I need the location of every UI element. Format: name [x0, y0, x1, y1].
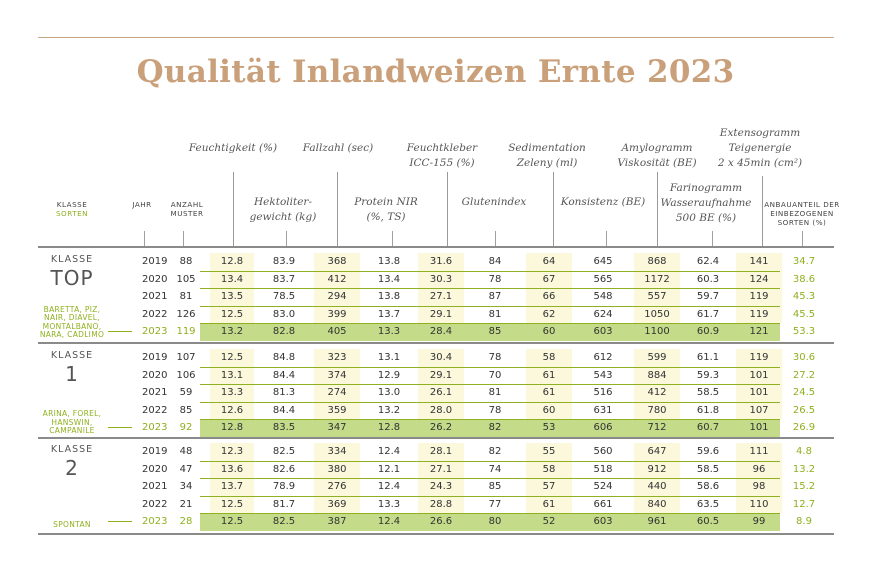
amylogramm-header-line: Amylogramm	[621, 142, 693, 154]
farinogramm-header-line: Wasseraufnahme	[660, 197, 752, 209]
value-cell: 645	[593, 256, 613, 267]
feuchtigkeit-header	[188, 141, 278, 156]
fallzahl-header-line: Fallzahl (sec)	[302, 142, 374, 154]
value-cell: 81.7	[272, 498, 296, 510]
value-cell: 61.1	[696, 352, 720, 363]
value-cell: 516	[593, 387, 613, 398]
klasse-label: KLASSE	[50, 350, 94, 361]
value-cell: 13.3	[220, 387, 244, 398]
header-divider	[762, 176, 763, 246]
year-cell: 2019	[142, 352, 168, 363]
feuchtigkeit-header-line: Feuchtigkeit (%)	[188, 142, 278, 154]
value-cell: 34.7	[792, 256, 816, 267]
value-cell: 124	[749, 273, 769, 285]
value-cell: 28.8	[429, 498, 453, 510]
value-cell: 31.6	[429, 256, 453, 267]
year-cell: 2021	[142, 481, 168, 492]
value-cell: 26.6	[429, 516, 453, 527]
count-cell: 119	[176, 326, 196, 337]
value-cell: 548	[593, 291, 613, 302]
extensogramm-header-line: Extensogramm	[719, 127, 801, 139]
header-divider	[447, 172, 448, 246]
group-separator	[38, 246, 834, 248]
value-cell: 12.5	[220, 516, 244, 527]
value-cell: 61	[542, 369, 556, 381]
value-cell: 560	[593, 446, 613, 457]
value-cell: 87	[488, 291, 502, 302]
value-cell: 119	[749, 352, 769, 363]
value-cell: 52	[542, 516, 556, 527]
value-cell: 334	[327, 446, 347, 457]
count-cell: 47	[179, 463, 193, 475]
jahr-header: JAHR	[132, 200, 152, 209]
value-cell: 66	[542, 291, 556, 302]
value-cell: 13.2	[220, 326, 244, 337]
value-cell: 59.7	[696, 291, 720, 302]
sorte-name: NAIR, DIAVEL,	[44, 313, 100, 322]
value-cell: 323	[327, 352, 347, 363]
farinogramm-header-line: 500 BE (%)	[675, 212, 737, 224]
value-cell: 53	[542, 422, 556, 433]
value-cell: 83.7	[272, 273, 296, 285]
value-cell: 26.9	[792, 422, 816, 433]
protein-header-line: (%, TS)	[366, 211, 406, 223]
year-cell: 2022	[142, 498, 168, 510]
value-cell: 661	[593, 498, 613, 510]
value-cell: 24.5	[792, 387, 816, 398]
value-cell: 29.1	[429, 369, 453, 381]
glutenindex-header	[452, 195, 536, 210]
value-cell: 82.5	[272, 446, 296, 457]
value-cell: 58.5	[696, 387, 720, 398]
count-cell: 88	[179, 256, 193, 267]
value-cell: 412	[327, 273, 347, 285]
value-cell: 96	[752, 463, 766, 475]
value-cell: 83.0	[272, 308, 296, 320]
hektoliter-header-line: Hektoliter-	[254, 196, 312, 208]
value-cell: 119	[749, 291, 769, 302]
value-cell: 77	[488, 498, 502, 510]
hektoliter-header	[238, 195, 328, 225]
value-cell: 45.5	[792, 308, 816, 320]
value-cell: 15.2	[792, 481, 816, 492]
value-cell: 62.4	[696, 256, 720, 267]
value-cell: 12.5	[220, 498, 244, 510]
value-cell: 387	[327, 516, 347, 527]
anzahl-header-line: ANZAHL	[170, 200, 204, 209]
header-divider	[337, 172, 338, 246]
value-cell: 13.6	[220, 463, 244, 475]
value-cell: 13.8	[377, 291, 401, 302]
year-cell: 2021	[142, 291, 168, 302]
value-cell: 13.4	[220, 273, 244, 285]
value-cell: 12.5	[220, 352, 244, 363]
sorten-list	[36, 306, 108, 340]
sorte-name: HANSWIN,	[51, 417, 93, 427]
value-cell: 78.5	[272, 291, 296, 302]
klasse-name: TOP	[50, 266, 94, 290]
count-cell: 21	[179, 498, 193, 510]
value-cell: 119	[749, 308, 769, 320]
value-cell: 399	[327, 308, 347, 320]
value-cell: 912	[647, 463, 667, 475]
value-cell: 30.3	[429, 273, 453, 285]
value-cell: 27.1	[429, 291, 453, 302]
value-cell: 26.1	[429, 387, 453, 398]
value-cell: 57	[542, 481, 556, 492]
year-cell: 2020	[142, 273, 168, 285]
value-cell: 26.2	[429, 422, 453, 433]
value-cell: 55	[542, 446, 556, 457]
group-separator	[38, 437, 834, 439]
value-cell: 85	[488, 326, 502, 337]
value-cell: 74	[488, 463, 502, 475]
sorte-name: ARINA, FOREL,	[42, 409, 102, 418]
value-cell: 78.9	[272, 481, 296, 492]
value-cell: 13.0	[377, 387, 401, 398]
sedimentation-header	[502, 141, 592, 171]
value-cell: 13.1	[220, 369, 244, 381]
year-cell: 2019	[142, 446, 168, 457]
klasse-label: KLASSE	[50, 254, 94, 265]
count-cell: 107	[176, 352, 196, 363]
value-cell: 60	[542, 326, 556, 337]
value-cell: 12.5	[220, 308, 244, 320]
count-cell: 85	[179, 404, 193, 416]
value-cell: 12.6	[220, 404, 244, 416]
value-cell: 12.8	[220, 256, 244, 267]
year-cell: 2022	[142, 308, 168, 320]
count-cell: 34	[179, 481, 193, 492]
value-cell: 84.4	[272, 404, 296, 416]
value-cell: 70	[488, 369, 502, 381]
value-cell: 518	[593, 463, 613, 475]
value-cell: 13.7	[220, 481, 244, 492]
value-cell: 61	[542, 498, 556, 510]
value-cell: 24.3	[429, 481, 453, 492]
value-cell: 78	[488, 273, 502, 285]
value-cell: 98	[752, 481, 766, 492]
value-cell: 80	[488, 516, 502, 527]
value-cell: 612	[593, 352, 613, 363]
value-cell: 8.9	[796, 516, 812, 527]
value-cell: 294	[327, 291, 347, 302]
value-cell: 38.6	[792, 273, 816, 285]
sorte-name: SPONTAN	[53, 520, 91, 529]
klasse-name: 2	[65, 456, 79, 480]
protein-header-line: Protein NIR	[354, 196, 418, 208]
value-cell: 30.6	[792, 352, 816, 363]
value-cell: 30.4	[429, 352, 453, 363]
value-cell: 58	[542, 463, 556, 475]
value-cell: 359	[327, 404, 347, 416]
value-cell: 13.2	[792, 463, 816, 475]
value-cell: 101	[749, 369, 769, 381]
value-cell: 13.1	[377, 352, 401, 363]
anbauanteil-header	[762, 200, 842, 227]
value-cell: 27.1	[429, 463, 453, 475]
value-cell: 368	[327, 256, 347, 267]
sedimentation-header-line: Sedimentation	[508, 142, 586, 154]
konsistenz-header	[558, 195, 648, 210]
value-cell: 85	[488, 481, 502, 492]
farinogramm-header	[656, 181, 756, 226]
fallzahl-header	[296, 141, 380, 156]
value-cell: 599	[647, 352, 667, 363]
value-cell: 712	[647, 422, 667, 433]
value-cell: 63.5	[696, 498, 720, 510]
value-cell: 121	[749, 326, 769, 337]
year-cell: 2020	[142, 369, 168, 381]
extensogramm-header	[710, 126, 810, 171]
value-cell: 12.7	[792, 498, 816, 510]
value-cell: 81	[488, 387, 502, 398]
value-cell: 82.8	[272, 326, 296, 337]
value-cell: 12.3	[220, 446, 244, 457]
value-cell: 1100	[644, 326, 670, 337]
value-cell: 412	[647, 387, 667, 398]
anbauanteil-header-line: ANBAUANTEIL DER	[764, 200, 840, 209]
value-cell: 58.5	[696, 463, 720, 475]
value-cell: 81	[488, 308, 502, 320]
anbauanteil-header-line: SORTEN (%)	[777, 218, 827, 227]
extensogramm-header-line: 2 x 45min (cm²)	[717, 157, 803, 169]
page-title: Qualität Inlandweizen Ernte 2023	[136, 54, 735, 90]
value-cell: 28.0	[429, 404, 453, 416]
header-divider	[233, 172, 234, 246]
value-cell: 84.8	[272, 352, 296, 363]
glutenindex-header-line: Glutenindex	[461, 196, 527, 208]
value-cell: 603	[593, 326, 613, 337]
value-cell: 440	[647, 481, 667, 492]
value-cell: 13.2	[377, 404, 401, 416]
value-cell: 61.8	[696, 404, 720, 416]
value-cell: 565	[593, 273, 613, 285]
value-cell: 82	[488, 446, 502, 457]
value-cell: 780	[647, 404, 667, 416]
value-cell: 107	[749, 404, 769, 416]
hektoliter-header-line: gewicht (kg)	[249, 211, 317, 223]
value-cell: 53.3	[792, 326, 816, 337]
feuchtkleber-header	[400, 141, 484, 171]
value-cell: 603	[593, 516, 613, 527]
count-cell: 81	[179, 291, 193, 302]
value-cell: 624	[593, 308, 613, 320]
sedimentation-header-line: Zeleny (ml)	[516, 157, 578, 169]
anzahl-header-line: MUSTER	[170, 209, 204, 218]
value-cell: 12.4	[377, 481, 401, 492]
value-cell: 82.5	[272, 516, 296, 527]
value-cell: 405	[327, 326, 347, 337]
sorten-connector	[108, 521, 132, 522]
count-cell: 48	[179, 446, 193, 457]
value-cell: 58	[542, 352, 556, 363]
value-cell: 78	[488, 352, 502, 363]
year-cell: 2022	[142, 404, 168, 416]
sorte-name: NARA, CADLIMO	[39, 330, 105, 339]
value-cell: 28.1	[429, 446, 453, 457]
value-cell: 141	[749, 256, 769, 267]
value-cell: 557	[647, 291, 667, 302]
value-cell: 83.5	[272, 422, 296, 433]
header-divider	[657, 172, 658, 246]
sorte-name: BARETTA, PIZ,	[43, 304, 101, 314]
value-cell: 840	[647, 498, 667, 510]
anbauanteil-header-line: EINBEZOGENEN	[770, 209, 834, 218]
top-rule	[38, 37, 834, 38]
value-cell: 374	[327, 369, 347, 381]
feuchtkleber-header-line: ICC-155 (%)	[409, 157, 475, 169]
value-cell: 606	[593, 422, 613, 433]
value-cell: 61.7	[696, 308, 720, 320]
amylogramm-header-line: Viskosität (BE)	[617, 157, 697, 169]
value-cell: 58.6	[696, 481, 720, 492]
value-cell: 13.4	[377, 273, 401, 285]
year-cell: 2023	[142, 422, 168, 433]
header-divider	[553, 172, 554, 246]
group-separator	[38, 533, 834, 535]
value-cell: 78	[488, 404, 502, 416]
year-cell: 2020	[142, 463, 168, 475]
klasse-label: KLASSE	[50, 444, 94, 455]
value-cell: 59.6	[696, 446, 720, 457]
value-cell: 13.3	[377, 498, 401, 510]
amylogramm-header	[612, 141, 702, 171]
value-cell: 45.3	[792, 291, 816, 302]
sorte-name: MONTALBANO,	[42, 321, 102, 331]
value-cell: 99	[752, 516, 766, 527]
feuchtkleber-header-line: Feuchtkleber	[406, 142, 478, 154]
value-cell: 60	[542, 404, 556, 416]
value-cell: 12.4	[377, 446, 401, 457]
value-cell: 26.5	[792, 404, 816, 416]
value-cell: 82.6	[272, 463, 296, 475]
value-cell: 543	[593, 369, 613, 381]
value-cell: 631	[593, 404, 613, 416]
sorten-connector	[108, 427, 132, 428]
value-cell: 4.8	[796, 446, 812, 457]
value-cell: 67	[542, 273, 556, 285]
value-cell: 276	[327, 481, 347, 492]
value-cell: 647	[647, 446, 667, 457]
value-cell: 28.4	[429, 326, 453, 337]
value-cell: 1050	[644, 308, 670, 320]
value-cell: 13.3	[377, 326, 401, 337]
value-cell: 13.5	[220, 291, 244, 302]
sorten-list	[36, 410, 108, 436]
value-cell: 61	[542, 387, 556, 398]
group-separator	[38, 342, 834, 344]
value-cell: 12.9	[377, 369, 401, 381]
value-cell: 60.7	[696, 422, 720, 433]
value-cell: 101	[749, 387, 769, 398]
value-cell: 524	[593, 481, 613, 492]
value-cell: 101	[749, 422, 769, 433]
value-cell: 60.5	[696, 516, 720, 527]
year-cell: 2019	[142, 256, 168, 267]
value-cell: 60.9	[696, 326, 720, 337]
value-cell: 84	[488, 256, 502, 267]
konsistenz-header-line: Konsistenz (BE)	[560, 196, 646, 208]
count-cell: 92	[179, 422, 193, 433]
protein-header	[344, 195, 428, 225]
sorte-name: CAMPANILE	[49, 426, 95, 435]
sorten-header: SORTEN	[56, 209, 88, 218]
value-cell: 13.8	[377, 256, 401, 267]
value-cell: 12.8	[220, 422, 244, 433]
extensogramm-header-line: Teigenergie	[728, 142, 792, 154]
value-cell: 347	[327, 422, 347, 433]
value-cell: 13.7	[377, 308, 401, 320]
value-cell: 29.1	[429, 308, 453, 320]
count-cell: 59	[179, 387, 193, 398]
value-cell: 961	[647, 516, 667, 527]
value-cell: 60.3	[696, 273, 720, 285]
year-cell: 2023	[142, 516, 168, 527]
value-cell: 274	[327, 387, 347, 398]
value-cell: 64	[542, 256, 556, 267]
value-cell: 110	[749, 498, 769, 510]
value-cell: 380	[327, 463, 347, 475]
value-cell: 83.9	[272, 256, 296, 267]
year-cell: 2021	[142, 387, 168, 398]
count-cell: 28	[179, 516, 193, 527]
value-cell: 82	[488, 422, 502, 433]
value-cell: 12.4	[377, 516, 401, 527]
count-cell: 126	[176, 308, 196, 320]
year-cell: 2023	[142, 326, 168, 337]
anzahl-header	[170, 200, 204, 218]
value-cell: 884	[647, 369, 667, 381]
value-cell: 62	[542, 308, 556, 320]
klasse-header: KLASSE	[56, 200, 88, 209]
value-cell: 868	[647, 256, 667, 267]
value-cell: 84.4	[272, 369, 296, 381]
value-cell: 12.8	[377, 422, 401, 433]
value-cell: 81.3	[272, 387, 296, 398]
value-cell: 12.1	[377, 463, 401, 475]
sorten-connector	[108, 331, 132, 332]
count-cell: 105	[176, 273, 196, 285]
klasse-name: 1	[65, 362, 79, 386]
value-cell: 59.3	[696, 369, 720, 381]
sorten-list	[36, 521, 108, 530]
value-cell: 111	[749, 446, 769, 457]
value-cell: 369	[327, 498, 347, 510]
value-cell: 27.2	[792, 369, 816, 381]
count-cell: 106	[176, 369, 196, 381]
value-cell: 1172	[644, 273, 670, 285]
farinogramm-header-line: Farinogramm	[669, 182, 743, 194]
